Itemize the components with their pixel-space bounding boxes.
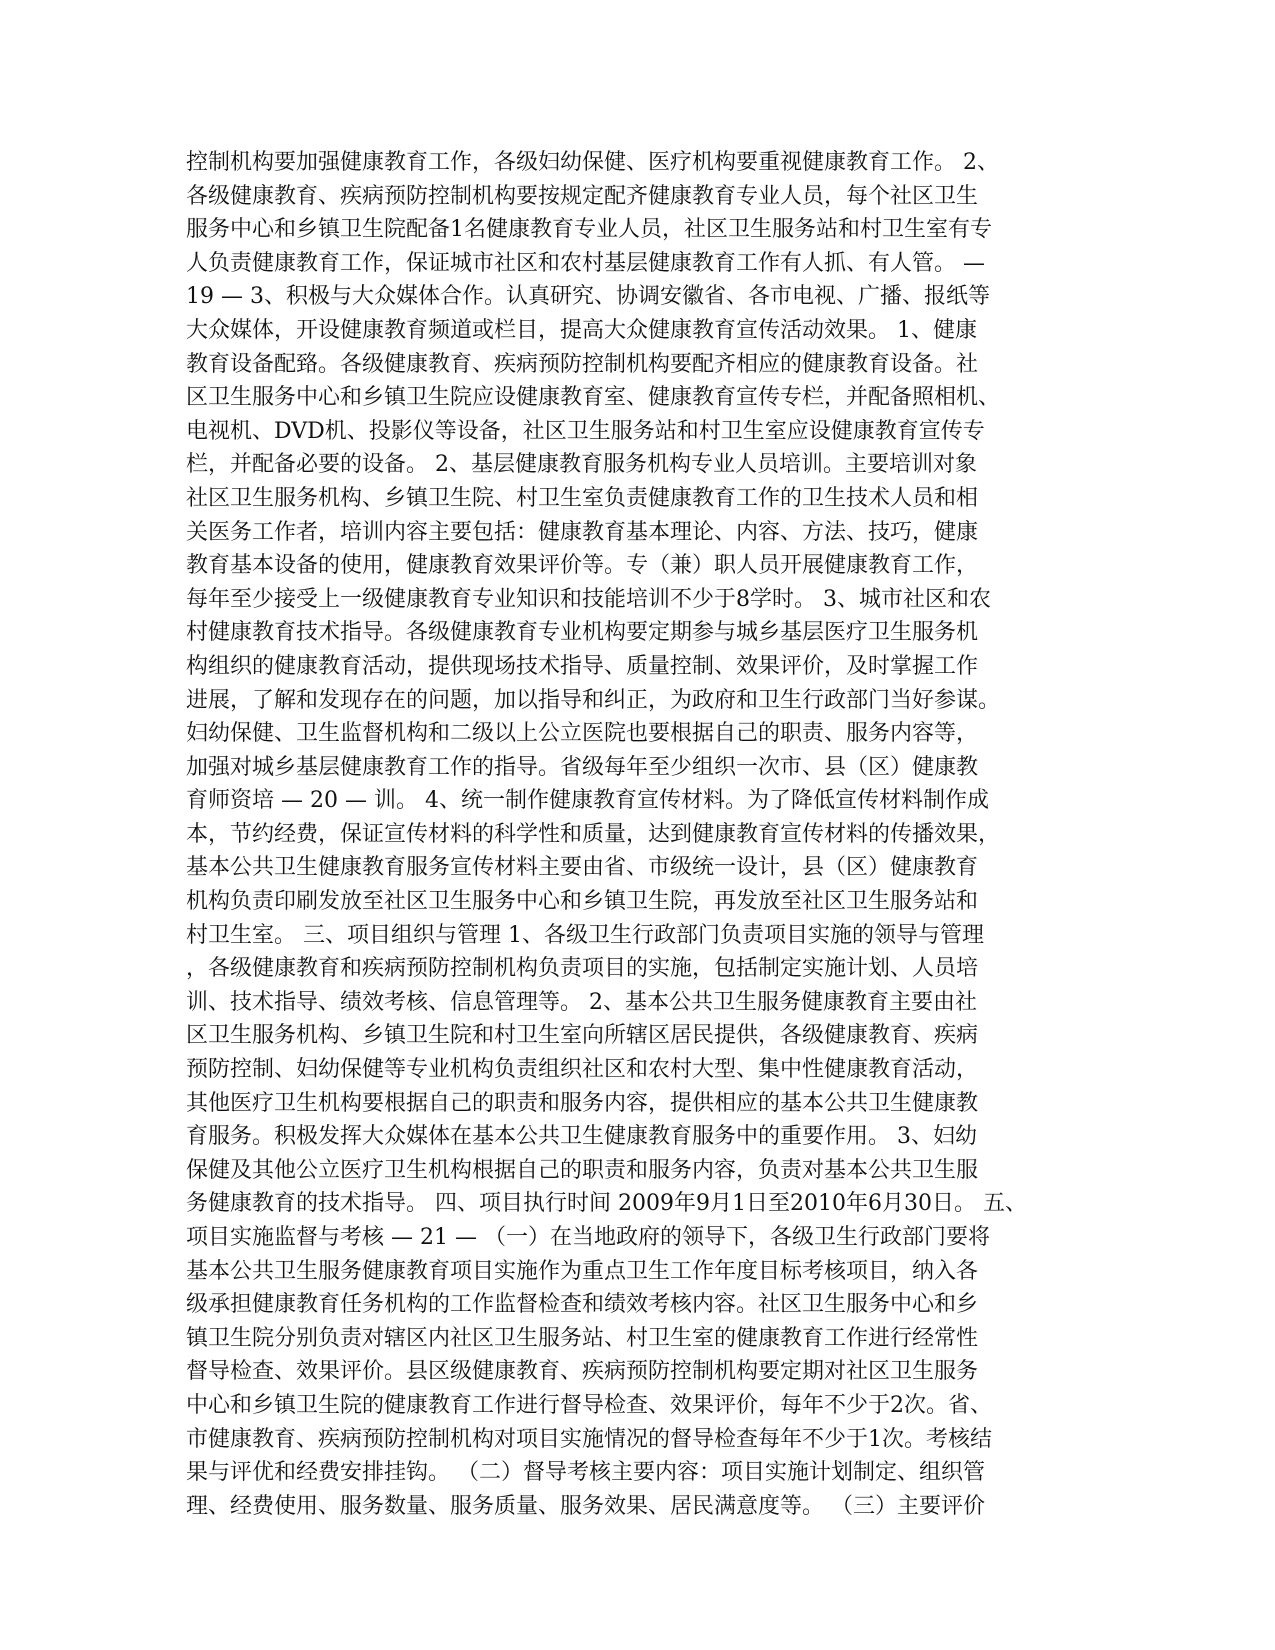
text-line: 妇幼保健、卫生监督机构和二级以上公立医院也要根据自己的职责、服务内容等， [186, 721, 979, 747]
text-line: 市健康教育、疾病预防控制机构对项目实施情况的督导检查每年不少于1次。考核结 [186, 1426, 992, 1452]
text-line: 进展，了解和发现存在的问题，加以指导和纠正，为政府和卫生行政部门当好参谋。 [186, 687, 1001, 713]
text-line: 控制机构要加强健康教育工作，各级妇幼保健、医疗机构要重视健康教育工作。 2、 [186, 150, 999, 175]
text-line: 本，节约经费，保证宣传材料的科学性和质量，达到健康教育宣传材料的传播效果， [186, 821, 1001, 847]
text-line: 大众媒体，开设健康教育频道或栏目，提高大众健康教育宣传活动效果。 1、健康 [186, 317, 977, 343]
text-line: 19 — 3、积极与大众媒体合作。认真研究、协调安徽省、各市电视、广播、报纸等 [186, 284, 990, 310]
text-line: 加强对城乡基层健康教育工作的指导。省级每年至少组织一次市、县（区）健康教 [186, 754, 979, 780]
text-line: 项目实施监督与考核 — 21 — （一）在当地政府的领导下，各级卫生行政部门要将 [186, 1225, 990, 1250]
text-line: ，各级健康教育和疾病预防控制机构负责项目的实施，包括制定实施计划、人员培 [186, 956, 979, 982]
text-line: 育服务。积极发挥大众媒体在基本公共卫生健康教育服务中的重要作用。 3、妇幼 [186, 1124, 977, 1150]
text-line: 栏，并配备必要的设备。 2、基层健康教育服务机构专业人员培训。主要培训对象 [186, 452, 977, 478]
text-line: 服务中心和乡镇卫生院配备1名健康教育专业人员，社区卫生服务站和村卫生室有专 [186, 217, 992, 243]
text-line: 理、经费使用、服务数量、服务质量、服务效果、居民满意度等。 （三）主要评价 [186, 1493, 985, 1519]
text-line: 中心和乡镇卫生院的健康教育工作进行督导检查、效果评价，每年不少于2次。省、 [186, 1392, 992, 1418]
text-line: 教育设备配臵。各级健康教育、疾病预防控制机构要配齐相应的健康教育设备。社 [186, 351, 979, 377]
text-line: 育师资培 — 20 — 训。 4、统一制作健康教育宣传材料。为了降低宣传材料制作成 [186, 788, 989, 814]
text-line: 教育基本设备的使用，健康教育效果评价等。专（兼）职人员开展健康教育工作， [186, 553, 979, 579]
text-line: 区卫生服务中心和乡镇卫生院应设健康教育室、健康教育宣传专栏，并配备照相机、 [186, 385, 1001, 411]
text-line: 训、技术指导、绩效考核、信息管理等。 2、基本公共卫生服务健康教育主要由社 [186, 989, 977, 1015]
text-line: 其他医疗卫生机构要根据自己的职责和服务内容，提供相应的基本公共卫生健康教 [186, 1090, 979, 1116]
text-line: 机构负责印刷发放至社区卫生服务中心和乡镇卫生院，再发放至社区卫生服务站和 [186, 889, 979, 915]
text-line: 村健康教育技术指导。各级健康教育专业机构要定期参与城乡基层医疗卫生服务机 [186, 620, 979, 646]
text-line: 督导检查、效果评价。县区级健康教育、疾病预防控制机构要定期对社区卫生服务 [186, 1359, 979, 1385]
text-line: 村卫生室。 三、项目组织与管理 1、各级卫生行政部门负责项目实施的领导与管理 [186, 922, 984, 948]
text-line: 级承担健康教育任务机构的工作监督检查和绩效考核内容。社区卫生服务中心和乡 [186, 1292, 979, 1318]
text-line: 电视机、DVD机、投影仪等设备，社区卫生服务站和村卫生室应设健康教育宣传专 [186, 418, 985, 444]
body-text [186, 146, 1084, 1523]
text-line: 每年至少接受上一级健康教育专业知识和技能培训不少于8学时。 3、城市社区和农 [186, 586, 991, 612]
text-line: 果与评优和经费安排挂钩。 （二）督导考核主要内容：项目实施计划制定、组织管 [186, 1460, 985, 1486]
text-line: 基本公共卫生健康教育服务宣传材料主要由省、市级统一设计，县（区）健康教育 [186, 855, 979, 881]
text-line: 关医务工作者，培训内容主要包括：健康教育基本理论、内容、方法、技巧，健康 [186, 519, 979, 545]
text-line: 社区卫生服务机构、乡镇卫生院、村卫生室负责健康教育工作的卫生技术人员和相 [186, 485, 979, 511]
text-line: 预防控制、妇幼保健等专业机构负责组织社区和农村大型、集中性健康教育活动， [186, 1057, 979, 1083]
text-line: 各级健康教育、疾病预防控制机构要按规定配齐健康教育专业人员，每个社区卫生 [186, 183, 979, 209]
text-line: 人负责健康教育工作，保证城市社区和农村基层健康教育工作有人抓、有人管。 — [186, 250, 985, 276]
text-line: 镇卫生院分别负责对辖区内社区卫生服务站、村卫生室的健康教育工作进行经常性 [186, 1325, 979, 1351]
text-line: 区卫生服务机构、乡镇卫生院和村卫生室向所辖区居民提供，各级健康教育、疾病 [186, 1023, 979, 1049]
text-line: 保健及其他公立医疗卫生机构根据自己的职责和服务内容，负责对基本公共卫生服 [186, 1157, 979, 1183]
text-line: 务健康教育的技术指导。 四、项目执行时间 2009年9月1日至2010年6月30日。 五、 [186, 1191, 1027, 1217]
text-line: 构组织的健康教育活动，提供现场技术指导、质量控制、效果评价，及时掌握工作 [186, 653, 979, 679]
text-line: 基本公共卫生服务健康教育项目实施作为重点卫生工作年度目标考核项目，纳入各 [186, 1258, 979, 1284]
